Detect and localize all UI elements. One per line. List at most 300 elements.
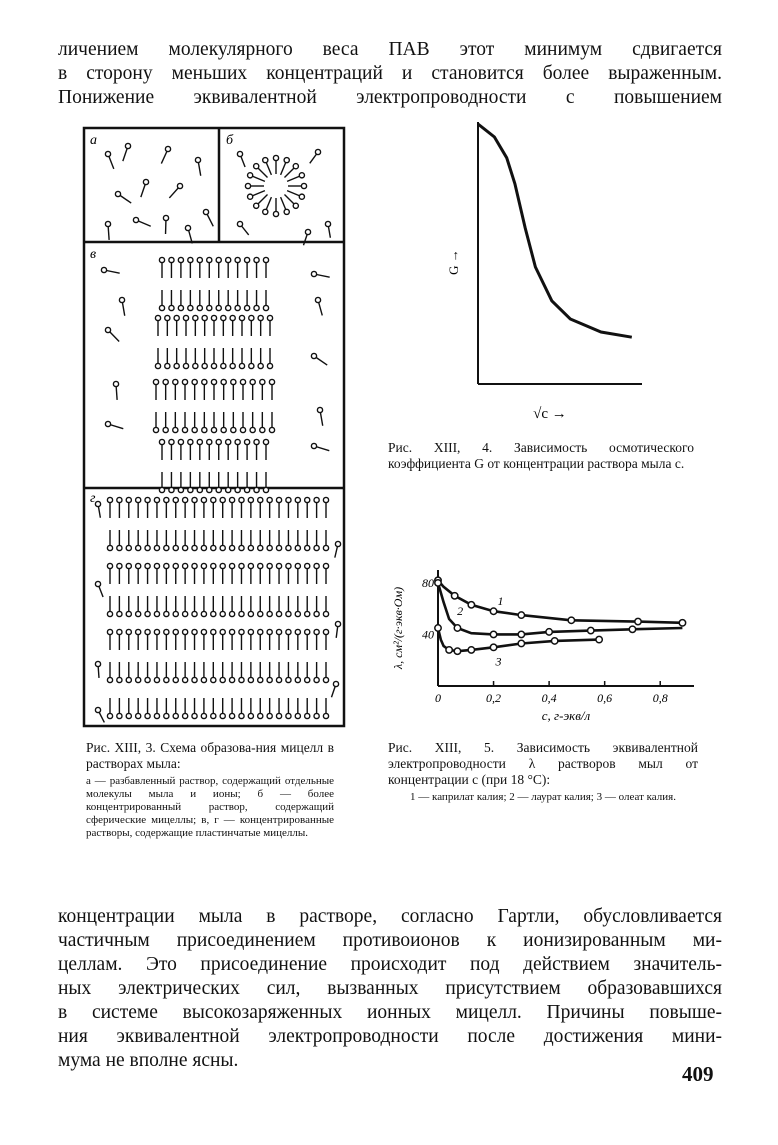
molecule-head — [284, 209, 289, 214]
molecule-head — [95, 581, 100, 586]
molecule-head — [220, 611, 225, 616]
fig5-series-label: 3 — [495, 654, 502, 669]
molecule-head — [192, 629, 197, 634]
molecule-head — [239, 611, 244, 616]
molecule-head — [267, 545, 272, 550]
panel-label-v: в — [90, 247, 97, 262]
molecule-head — [235, 439, 240, 444]
molecule-head — [216, 439, 221, 444]
panel-label-g: г — [90, 491, 96, 506]
molecule-head — [154, 497, 159, 502]
molecule-head — [173, 497, 178, 502]
molecule-head — [154, 629, 159, 634]
molecule-head — [153, 379, 158, 384]
molecule-head — [163, 427, 168, 432]
text-line: ных электрических сил, вызванных присутствием образовавшихся — [58, 978, 722, 999]
molecule-head — [248, 611, 253, 616]
molecule-head — [305, 497, 310, 502]
molecule-head — [258, 563, 263, 568]
molecule-head — [197, 439, 202, 444]
molecule-head — [136, 545, 141, 550]
molecule-head — [126, 611, 131, 616]
molecule-head — [164, 713, 169, 718]
molecule-head — [192, 497, 197, 502]
molecule-head — [95, 501, 100, 506]
fig5-point — [446, 647, 452, 653]
molecule-head — [237, 221, 242, 226]
molecule-head — [183, 315, 188, 320]
molecule-head — [286, 563, 291, 568]
molecule-head — [163, 379, 168, 384]
molecule-head — [335, 621, 340, 626]
molecule-head — [173, 713, 178, 718]
molecule-head — [305, 545, 310, 550]
molecule-head — [325, 221, 330, 226]
molecule-head — [145, 497, 150, 502]
fig5-x-tick: 0,8 — [652, 691, 668, 705]
molecule-head — [305, 713, 310, 718]
molecule-head — [105, 421, 110, 426]
molecule-head — [258, 629, 263, 634]
fig4-y-label: G → — [446, 249, 461, 275]
molecule-head — [269, 379, 274, 384]
molecule-head — [207, 305, 212, 310]
molecule-head — [267, 629, 272, 634]
molecule-head — [249, 363, 254, 368]
molecule-head — [136, 611, 141, 616]
molecule-head — [229, 611, 234, 616]
molecule-head — [169, 257, 174, 262]
molecule-head — [197, 487, 202, 492]
molecule-head — [145, 677, 150, 682]
fig5-point — [518, 631, 524, 637]
molecule-head — [323, 545, 328, 550]
molecule-head — [126, 677, 131, 682]
molecule-head — [260, 427, 265, 432]
molecule-head — [258, 611, 263, 616]
molecule-head — [188, 487, 193, 492]
molecule-head — [263, 487, 268, 492]
molecule-head — [248, 497, 253, 502]
molecule-head — [250, 427, 255, 432]
molecule-head — [211, 545, 216, 550]
molecule-head — [201, 563, 206, 568]
molecule-head — [220, 713, 225, 718]
molecule-head — [159, 257, 164, 262]
molecule-head — [244, 487, 249, 492]
molecule-head — [293, 203, 298, 208]
fig4-chart — [430, 112, 660, 432]
molecule-head — [145, 629, 150, 634]
molecule-head — [220, 629, 225, 634]
molecule-head — [229, 677, 234, 682]
text-line: личением молекулярного веса ПАВ этот минимум сдвигается — [58, 39, 722, 60]
molecule-head — [267, 713, 272, 718]
molecule-head — [197, 305, 202, 310]
molecule-head — [229, 629, 234, 634]
molecule-head — [239, 629, 244, 634]
molecule-head — [126, 563, 131, 568]
molecule-head — [201, 713, 206, 718]
molecule-head — [188, 305, 193, 310]
text-line: целлам. Это присоединение происходит под действием значитель- — [58, 954, 722, 975]
molecule-head — [229, 713, 234, 718]
molecule-head — [101, 267, 106, 272]
molecule-head — [154, 611, 159, 616]
molecule-head — [267, 611, 272, 616]
molecule-head — [154, 545, 159, 550]
molecule-head — [202, 379, 207, 384]
molecule-head — [335, 541, 340, 546]
molecule-head — [211, 363, 216, 368]
molecule-head — [254, 164, 259, 169]
molecule-head — [295, 713, 300, 718]
molecule-head — [311, 443, 316, 448]
molecule-head — [226, 305, 231, 310]
molecule-head — [295, 497, 300, 502]
molecule-head — [107, 611, 112, 616]
molecule-head — [211, 713, 216, 718]
molecule-head — [305, 563, 310, 568]
fig3-caption — [86, 740, 334, 840]
fig5-caption — [388, 740, 698, 804]
molecule-head — [276, 563, 281, 568]
molecule-head — [258, 315, 263, 320]
molecule-head — [183, 563, 188, 568]
fig5-point — [546, 629, 552, 635]
molecule-head — [177, 183, 182, 188]
molecule-head — [201, 629, 206, 634]
molecule-head — [154, 713, 159, 718]
molecule-head — [201, 497, 206, 502]
fig5-series-line-1 — [438, 580, 682, 623]
molecule-head — [126, 545, 131, 550]
molecule-head — [183, 677, 188, 682]
molecule-head — [207, 439, 212, 444]
molecule-head — [254, 257, 259, 262]
molecule-head — [164, 563, 169, 568]
molecule-head — [188, 257, 193, 262]
panel-label-b: б — [226, 133, 234, 148]
molecule-head — [314, 611, 319, 616]
molecule-head — [117, 497, 122, 502]
molecule-head — [178, 487, 183, 492]
molecule-head — [229, 545, 234, 550]
molecule-head — [231, 427, 236, 432]
molecule-head — [174, 363, 179, 368]
molecule-head — [286, 611, 291, 616]
molecule-head — [284, 158, 289, 163]
fig5-point — [635, 618, 641, 624]
molecule-head — [267, 563, 272, 568]
molecule-head — [107, 545, 112, 550]
molecule-head — [211, 379, 216, 384]
molecule-head — [173, 677, 178, 682]
molecule-head — [333, 681, 338, 686]
molecule-head — [254, 203, 259, 208]
molecule-head — [192, 427, 197, 432]
molecule-head — [311, 353, 316, 358]
fig5-point — [468, 647, 474, 653]
molecule-head — [95, 707, 100, 712]
text-line: ния эквивалентной электропроводности после достижения мини- — [58, 1026, 722, 1047]
molecule-head — [117, 677, 122, 682]
fig5-point — [588, 627, 594, 633]
molecule-head — [244, 305, 249, 310]
molecule-head — [173, 629, 178, 634]
molecule-head — [107, 497, 112, 502]
molecule-head — [193, 315, 198, 320]
molecule-head — [202, 363, 207, 368]
fig5-point — [518, 612, 524, 618]
molecule-head — [295, 563, 300, 568]
molecule-head — [248, 629, 253, 634]
molecule-head — [183, 611, 188, 616]
molecule-head — [239, 315, 244, 320]
molecule-head — [216, 257, 221, 262]
molecule-head — [174, 315, 179, 320]
molecule-head — [211, 497, 216, 502]
molecule-head — [250, 379, 255, 384]
molecule-head — [286, 677, 291, 682]
molecule-head — [125, 143, 130, 148]
fig5-caption-legend: 1 — каприлат калия; 2 — лаурат калия; 3 — олеат калия. — [410, 791, 676, 803]
molecule-head — [136, 563, 141, 568]
molecule-head — [299, 194, 304, 199]
molecule-head — [276, 611, 281, 616]
molecule-head — [155, 363, 160, 368]
fig4-x-label: √c → — [533, 406, 567, 422]
molecule-head — [240, 379, 245, 384]
molecule-head — [203, 209, 208, 214]
molecule-head — [159, 439, 164, 444]
molecule-head — [229, 563, 234, 568]
fig5-y-label: λ, см²/(г·экв·Ом) — [391, 586, 405, 670]
fig3-caption-legend: а — разбавленный раствор, содержащий отдельные молекулы мыла и ионы; б — более концентрированный раствор, содержащий сферические мицеллы; в, г — концентрированные растворы, содержащие пластинчатые мицеллы. — [86, 775, 334, 839]
molecule-head — [295, 611, 300, 616]
molecule-head — [267, 677, 272, 682]
molecule-head — [173, 563, 178, 568]
fig4-series-line — [478, 124, 632, 337]
molecule-head — [254, 305, 259, 310]
molecule-head — [323, 629, 328, 634]
molecule-head — [164, 629, 169, 634]
fig5-x-tick: 0 — [435, 691, 441, 705]
molecule-head — [220, 497, 225, 502]
molecule-head — [276, 497, 281, 502]
molecule-head — [239, 563, 244, 568]
molecule-head — [117, 563, 122, 568]
molecule-head — [276, 545, 281, 550]
molecule-head — [293, 164, 298, 169]
molecule-head — [154, 563, 159, 568]
fig5-point — [596, 636, 602, 642]
fig5-x-label: c, г-экв/л — [541, 708, 591, 723]
molecule-head — [182, 379, 187, 384]
molecule-head — [323, 677, 328, 682]
text-line: мума не вполне ясны. — [58, 1050, 239, 1071]
molecule-head — [136, 677, 141, 682]
molecule-head — [185, 225, 190, 230]
molecule-head — [107, 629, 112, 634]
fig5-point — [490, 631, 496, 637]
molecule-head — [231, 379, 236, 384]
molecule-head — [267, 363, 272, 368]
molecule-head — [263, 158, 268, 163]
molecule-head — [165, 315, 170, 320]
molecule-head — [117, 629, 122, 634]
molecule-head — [286, 629, 291, 634]
molecule-head — [145, 563, 150, 568]
molecule-head — [276, 713, 281, 718]
molecule-head — [239, 713, 244, 718]
molecule-head — [173, 611, 178, 616]
molecule-head — [107, 563, 112, 568]
molecule-head — [301, 183, 306, 188]
molecule-head — [267, 497, 272, 502]
molecule-head — [113, 381, 118, 386]
molecule-head — [126, 629, 131, 634]
molecule-head — [226, 439, 231, 444]
molecule-head — [155, 315, 160, 320]
molecule-head — [269, 427, 274, 432]
molecule-head — [258, 497, 263, 502]
molecule-head — [193, 363, 198, 368]
molecule-head — [221, 379, 226, 384]
fig5-point — [568, 617, 574, 623]
molecule-head — [235, 487, 240, 492]
molecule-head — [239, 363, 244, 368]
molecule-head — [105, 327, 110, 332]
molecule-head — [169, 487, 174, 492]
molecule-head — [314, 677, 319, 682]
molecule-head — [220, 677, 225, 682]
molecule-head — [192, 563, 197, 568]
molecule-head — [226, 257, 231, 262]
fig5-point — [435, 625, 441, 631]
molecule-head — [286, 545, 291, 550]
molecule-head — [145, 611, 150, 616]
fig5-point — [629, 626, 635, 632]
text-line: частичным присоединением противоионов к ионизированным ми- — [58, 930, 722, 951]
molecule-head — [273, 211, 278, 216]
molecule-head — [305, 229, 310, 234]
molecule-head — [221, 363, 226, 368]
molecule-head — [197, 257, 202, 262]
molecule-head — [315, 149, 320, 154]
molecule-head — [207, 487, 212, 492]
molecule-head — [95, 661, 100, 666]
molecule-head — [260, 379, 265, 384]
molecule-head — [192, 677, 197, 682]
molecule-head — [311, 271, 316, 276]
molecule-head — [295, 545, 300, 550]
molecule-head — [276, 629, 281, 634]
molecule-head — [248, 677, 253, 682]
molecule-head — [229, 497, 234, 502]
molecule-head — [192, 713, 197, 718]
molecule-head — [143, 179, 148, 184]
molecule-head — [240, 427, 245, 432]
molecule-head — [216, 305, 221, 310]
molecule-head — [183, 363, 188, 368]
molecule-head — [315, 297, 320, 302]
fig5-point — [490, 608, 496, 614]
molecule-head — [173, 427, 178, 432]
fig3-micelle-diagram — [68, 124, 348, 730]
text-line: в системе высокозаряженных ионных мицелл. Причины повыше- — [58, 1002, 722, 1023]
fig5-caption-title: Рис. XIII, 5. Зависимость эквивалентной электропроводности λ растворов мыл от концентрации c (при 18 °C): — [388, 740, 698, 787]
molecule-head — [220, 563, 225, 568]
molecule-head — [117, 545, 122, 550]
molecule-head — [211, 427, 216, 432]
molecule-head — [211, 611, 216, 616]
fig5-series — [435, 577, 686, 668]
molecule-head — [202, 315, 207, 320]
molecule-head — [245, 183, 250, 188]
molecule-head — [164, 677, 169, 682]
molecule-head — [258, 545, 263, 550]
molecule-head — [183, 545, 188, 550]
molecule-head — [107, 713, 112, 718]
molecule-head — [221, 315, 226, 320]
fig5-x-tick: 0,2 — [486, 691, 502, 705]
molecule-head — [159, 487, 164, 492]
molecule-head — [201, 677, 206, 682]
molecule-head — [286, 497, 291, 502]
molecule-head — [136, 497, 141, 502]
molecule-head — [323, 497, 328, 502]
molecule-head — [254, 439, 259, 444]
molecule-head — [173, 379, 178, 384]
molecule-head — [314, 545, 319, 550]
molecule-head — [169, 305, 174, 310]
molecule-head — [169, 439, 174, 444]
molecule-head — [182, 427, 187, 432]
molecule-head — [323, 563, 328, 568]
molecule-head — [248, 194, 253, 199]
fig5-chart — [388, 560, 708, 730]
molecule-head — [263, 257, 268, 262]
molecule-head — [183, 497, 188, 502]
fig5-point — [435, 580, 441, 586]
molecule-head — [164, 545, 169, 550]
molecule-head — [201, 611, 206, 616]
molecule-head — [154, 677, 159, 682]
molecule-head — [188, 439, 193, 444]
molecule-head — [286, 713, 291, 718]
molecule-head — [248, 563, 253, 568]
fig5-x-tick: 0,6 — [597, 691, 613, 705]
panel-label-a: а — [90, 133, 97, 148]
molecule-head — [230, 363, 235, 368]
molecule-head — [145, 545, 150, 550]
fig5-series-label: 2 — [457, 603, 464, 618]
fig5-point — [454, 625, 460, 631]
molecule-head — [239, 497, 244, 502]
molecule-head — [305, 611, 310, 616]
molecule-head — [178, 257, 183, 262]
molecule-head — [105, 151, 110, 156]
fig5-series-line-2 — [438, 583, 682, 635]
molecule-head — [263, 305, 268, 310]
molecule-head — [115, 191, 120, 196]
molecule-head — [201, 545, 206, 550]
fig3-caption-title: Рис. XIII, 3. Схема образова-ния мицелл в растворах мыла: — [86, 740, 334, 771]
molecule-head — [299, 173, 304, 178]
molecule-head — [220, 545, 225, 550]
fig5-point — [679, 620, 685, 626]
